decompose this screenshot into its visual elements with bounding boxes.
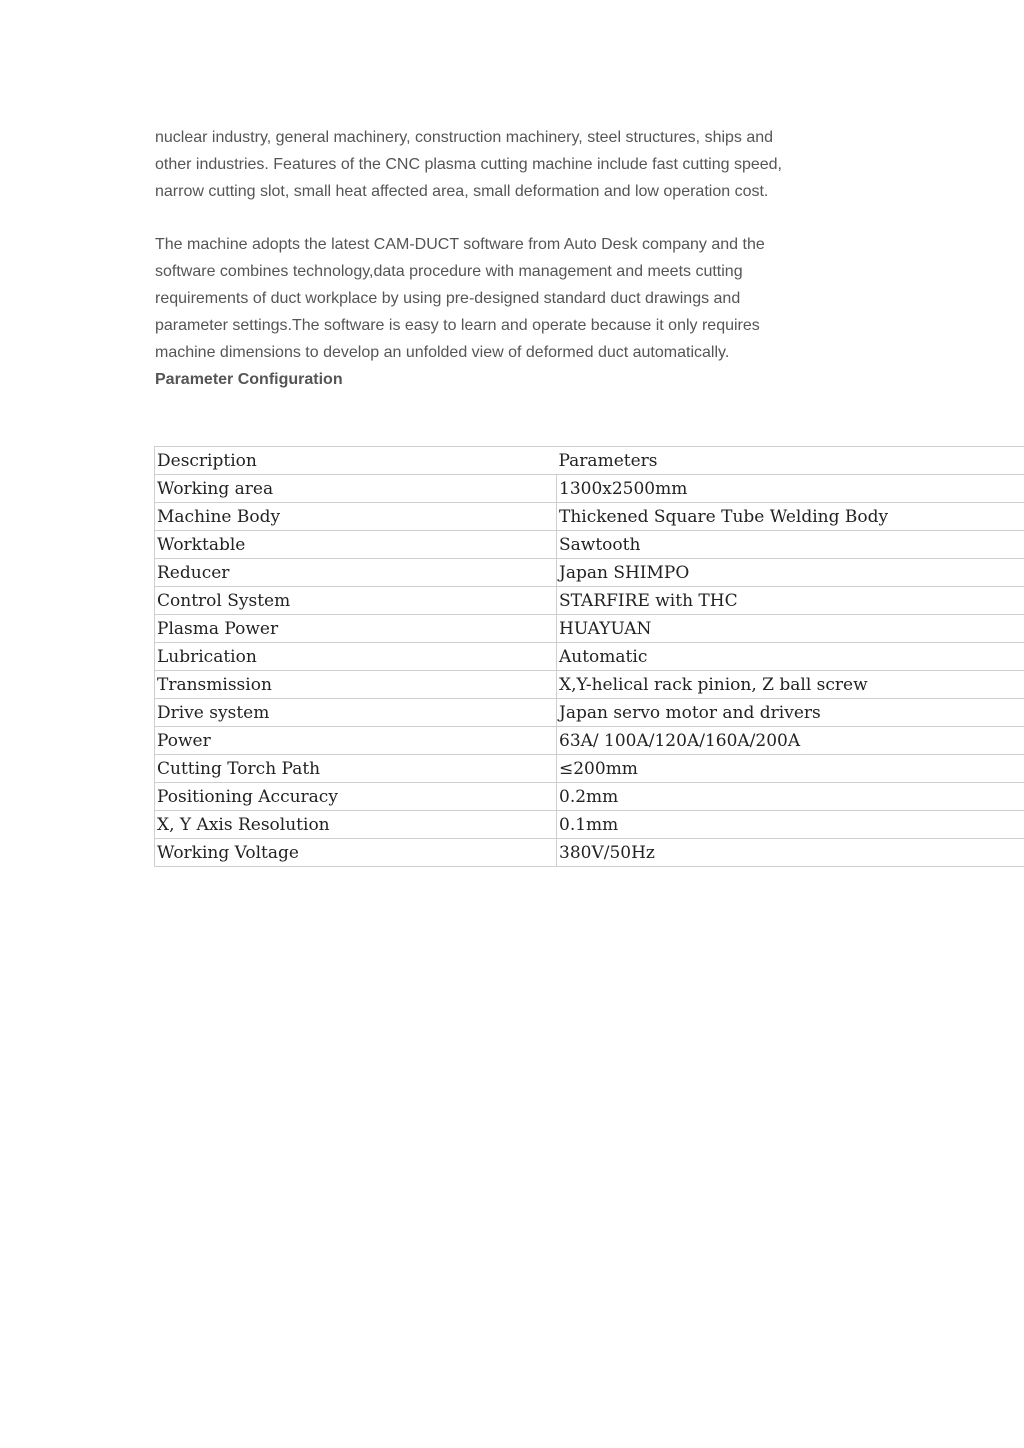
row-parameter: Sawtooth xyxy=(557,531,1024,559)
table-row xyxy=(155,615,1024,643)
table-header-row xyxy=(155,447,1024,475)
table-row xyxy=(155,755,1024,783)
row-description: Plasma Power xyxy=(155,615,557,643)
row-description: X, Y Axis Resolution xyxy=(155,811,557,839)
parameter-table xyxy=(154,446,1024,867)
table-row xyxy=(155,671,1024,699)
row-parameter: X,Y-helical rack pinion, Z ball screw xyxy=(557,671,1024,699)
row-description: Reducer xyxy=(155,559,557,587)
table-row xyxy=(155,839,1024,867)
header-cell-parameters: Parameters xyxy=(557,447,1024,475)
row-description: Power xyxy=(155,727,557,755)
paragraph-line: software combines technology,data procedure with management and meets cutting xyxy=(155,263,743,280)
row-description: Control System xyxy=(155,587,557,615)
paragraph-line: The machine adopts the latest CAM-DUCT software from Auto Desk company and the xyxy=(155,236,765,253)
row-description: Lubrication xyxy=(155,643,557,671)
intro-paragraph-2 xyxy=(155,231,895,366)
row-parameter: 63A/ 100A/120A/160A/200A xyxy=(557,727,1024,755)
row-description: Working Voltage xyxy=(155,839,557,867)
table-row xyxy=(155,811,1024,839)
row-parameter: HUAYUAN xyxy=(557,615,1024,643)
row-parameter: Thickened Square Tube Welding Body xyxy=(557,503,1024,531)
header-cell-description: Description xyxy=(155,447,557,475)
row-parameter: Automatic xyxy=(557,643,1024,671)
row-description: Positioning Accuracy xyxy=(155,783,557,811)
row-parameter: Japan servo motor and drivers xyxy=(557,699,1024,727)
row-parameter: 380V/50Hz xyxy=(557,839,1024,867)
paragraph-line: narrow cutting slot, small heat affected area, small deformation and low operation cost. xyxy=(155,183,769,200)
row-parameter: ≤200mm xyxy=(557,755,1024,783)
row-description: Transmission xyxy=(155,671,557,699)
row-description: Worktable xyxy=(155,531,557,559)
row-parameter: 0.2mm xyxy=(557,783,1024,811)
table-row xyxy=(155,559,1024,587)
row-description: Drive system xyxy=(155,699,557,727)
paragraph-line: requirements of duct workplace by using pre-designed standard duct drawings and xyxy=(155,290,741,307)
section-heading: Parameter Configuration xyxy=(155,371,343,388)
row-description: Cutting Torch Path xyxy=(155,755,557,783)
table-row xyxy=(155,475,1024,503)
paragraph-line: parameter settings.The software is easy to learn and operate because it only requires xyxy=(155,317,760,334)
paragraph-line: other industries. Features of the CNC plasma cutting machine include fast cutting speed, xyxy=(155,156,782,173)
row-description: Working area xyxy=(155,475,557,503)
paragraph-line: nuclear industry, general machinery, construction machinery, steel structures, ships and xyxy=(155,129,774,146)
row-parameter: 1300x2500mm xyxy=(557,475,1024,503)
row-parameter: Japan SHIMPO xyxy=(557,559,1024,587)
table-row xyxy=(155,643,1024,671)
table-row xyxy=(155,503,1024,531)
row-parameter: 0.1mm xyxy=(557,811,1024,839)
table-row xyxy=(155,587,1024,615)
table-row xyxy=(155,727,1024,755)
table-row xyxy=(155,699,1024,727)
table-row xyxy=(155,531,1024,559)
row-parameter: STARFIRE with THC xyxy=(557,587,1024,615)
paragraph-line: machine dimensions to develop an unfolded view of deformed duct automatically. xyxy=(155,344,730,361)
table-row xyxy=(155,783,1024,811)
intro-paragraph-1 xyxy=(155,124,895,205)
row-description: Machine Body xyxy=(155,503,557,531)
